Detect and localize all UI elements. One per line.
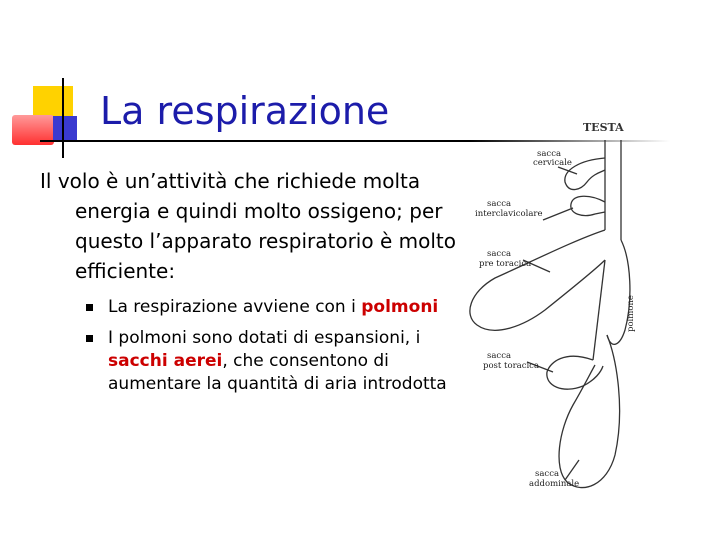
pre-thoracic-label-2: pre toracica xyxy=(479,259,532,269)
bullet-list xyxy=(82,296,452,404)
title-underline xyxy=(40,140,470,142)
interclavicular-label-1: sacca xyxy=(487,199,512,209)
lung-label: polmone xyxy=(626,295,636,332)
square-bullet-icon xyxy=(86,335,93,342)
cervical-label-2: cervicale xyxy=(533,158,572,168)
respiratory-diagram xyxy=(455,110,670,500)
abdominal-label-2: addominale xyxy=(529,479,580,489)
leader-line xyxy=(543,208,573,220)
abdominal-label-1: sacca xyxy=(535,469,560,479)
square-bullet-icon xyxy=(86,304,93,311)
decor-blue-square xyxy=(53,116,77,142)
interclavicular-label-2: interclavicolare xyxy=(475,209,543,219)
bullet-text: I polmoni sono dotati di espansioni, i xyxy=(108,328,421,348)
abdominal-sac-shape xyxy=(559,335,620,488)
bullet-text-after: , che consentono di aumentare la quantità di aria introdotta xyxy=(108,351,447,394)
bullet-item-polmoni xyxy=(82,296,452,319)
pre-thoracic-label-1: sacca xyxy=(487,249,512,259)
post-thoracic-duct xyxy=(593,260,605,360)
pre-thoracic-sac-shape xyxy=(470,230,605,330)
highlight-text: polmoni xyxy=(361,297,439,317)
leader-line xyxy=(565,460,579,480)
decor-vertical-line xyxy=(62,78,64,158)
testa-label: TESTA xyxy=(583,121,624,134)
bullet-text: La respirazione avviene con i xyxy=(108,297,362,317)
bullet-item-sacchi xyxy=(82,327,452,396)
slide-title: La respirazione xyxy=(100,89,390,133)
interclavicular-sac-shape xyxy=(571,196,605,215)
post-thoracic-label-1: sacca xyxy=(487,351,512,361)
highlight-text: sacchi aerei xyxy=(108,351,223,371)
post-thoracic-label-2: post toracica xyxy=(483,361,540,371)
cervical-label-1: sacca xyxy=(537,149,562,159)
post-thoracic-sac-shape xyxy=(547,356,603,389)
main-paragraph: Il volo è un’attività che richiede molta energia e quindi molto ossigeno; per questo l’apparato respiratorio è molto efficiente: xyxy=(40,169,456,283)
